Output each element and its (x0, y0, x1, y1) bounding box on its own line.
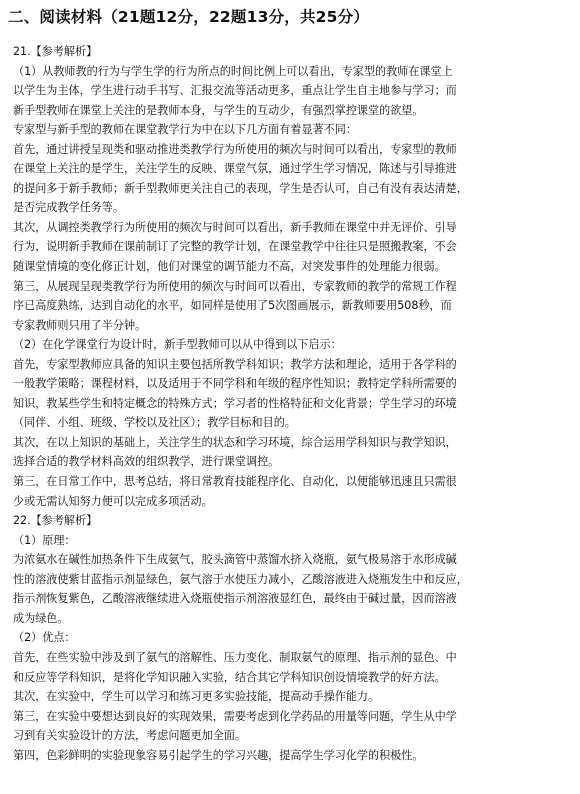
text-line: 为浓氨水在碱性加热条件下生成氨气，胶头滴管中蒸馏水挤入烧瓶，氨气极易溶于水形成碱 (13, 553, 457, 567)
text-line: （同伴、小组、班级、学校以及社区）；教学目标和目的。 (13, 416, 296, 430)
text-line: 是否完成教学任务等。 (13, 201, 124, 215)
text-line: 的提问多于新手教师；新手型教师更关注自己的表现，学生是否认可，自己有没有表达清楚， (13, 181, 468, 195)
text-line: 知识，教某些学生和特定概念的特殊方式；学习者的性格特征和文化背景；学生学习的环境 (13, 396, 457, 410)
text-line: 选择合适的教学材料高效的组织教学，进行课堂调控。 (13, 455, 280, 469)
text-line: （1）原理： (13, 533, 76, 547)
text-line: 和反应等学科知识，是将化学知识融入实验，结合其它学科知识创设情境教学的好方法。 (13, 670, 446, 684)
text-line: 以学生为主体，学生进行动手书写、汇报交流等活动更多，重点让学生自主地参与学习；而 (13, 84, 457, 98)
text-line: 首先，通过讲授呈现类和驱动推进类教学行为所使用的频次与时间可以看出，专家型的教师 (13, 142, 457, 156)
text-line: 专家教师则只用了半分钟。 (13, 318, 147, 332)
text-line: 指示剂恢复紫色，乙酸溶液继续进入烧瓶使指示剂溶液显红色，最终由于碱过量，因而溶液 (13, 592, 457, 606)
text-line: 22.【参考解析】 (13, 514, 98, 528)
text-line: 性的溶液使紫甘蓝指示剂显绿色，氨气溶于水使压力减小，乙酸溶液进入烧瓶发生中和反应， (13, 572, 468, 586)
text-line: 一般教学策略；课程材料，以及适用于不同学科和年级的程序性知识；教特定学科所需要的 (13, 377, 457, 391)
text-line: 第三，在日常工作中，思考总结，将日常教育技能程序化、自动化，以便能够迅速且只需很 (13, 475, 457, 489)
text-line: （2）在化学课堂行为设计时，新手型教师可以从中得到以下启示： (13, 338, 342, 352)
text-line: 其次，从调控类教学行为所使用的频次与时间可以看出，新手教师在课堂中并无评价、引导 (13, 220, 457, 234)
text-line: 其次，在以上知识的基础上，关注学生的状态和学习环境，综合运用学科知识与教学知识， (13, 435, 457, 449)
text-line: 其次，在实验中，学生可以学习和练习更多实验技能，提高动手操作能力。 (13, 690, 380, 704)
text-line: 行为，说明新手教师在课前制订了完整的教学计划，在课堂教学中往往只是照搬教案，不会 (13, 240, 457, 254)
text-line: （1）从教师教的行为与学生学的行为所点的时间比例上可以看出，专家型的教师在课堂上 (13, 64, 453, 78)
text-line: 21.【参考解析】 (13, 45, 98, 58)
text-line: 新手型教师在课堂上关注的是教师本身，与学生的互动少，有强烈掌控课堂的欲望。 (13, 103, 424, 117)
text-line: 在课堂上关注的是学生，关注学生的反映、课堂气氛，通过学生学习情况，陈述与引导推进 (13, 162, 457, 176)
text-line: 第三，在实验中要想达到良好的实现效果，需要考虑到化学药品的用量等问题，学生从中学 (13, 709, 457, 723)
text-line: 第三，从展现呈现类教学行为所使用的频次与时间可以看出，专家教师的教学的常规工作程 (13, 279, 457, 293)
text-line: 随课堂情境的变化修正计划，他们对课堂的调节能力不高，对突发事件的处理能力很弱。 (13, 260, 446, 274)
text-line: 首先，专家型教师应具备的知识主要包括所教学科知识；教学方法和理论，适用于各学科的 (13, 357, 457, 371)
answer-body (13, 42, 569, 765)
text-line: 首先，在些实验中涉及到了氨气的溶解性、压力变化、制取氨气的原理、指示剂的显色、中 (13, 650, 457, 664)
text-line: 序已高度熟练，达到自动化的水平，如同样是使用了5次图画展示，新教师要用508秒，而 (13, 299, 452, 313)
text-line: 少或无需认知努力便可以完成多项活动。 (13, 494, 213, 508)
text-line: 成为绿色。 (13, 611, 69, 625)
section-heading: 二、阅读材料（21题12分，22题13分，共25分） (8, 8, 370, 26)
text-line: 习到有关实验设计的方法，考虑问题更加全面。 (13, 729, 246, 743)
text-line: 专家型与新手型的教师在课堂教学行为中在以下几方面有着显著不同： (13, 123, 357, 137)
text-line: 第四，色彩鲜明的实验现象容易引起学生的学习兴趣，提高学生学习化学的积极性。 (13, 748, 424, 762)
text-line: （2）优点： (13, 631, 76, 645)
